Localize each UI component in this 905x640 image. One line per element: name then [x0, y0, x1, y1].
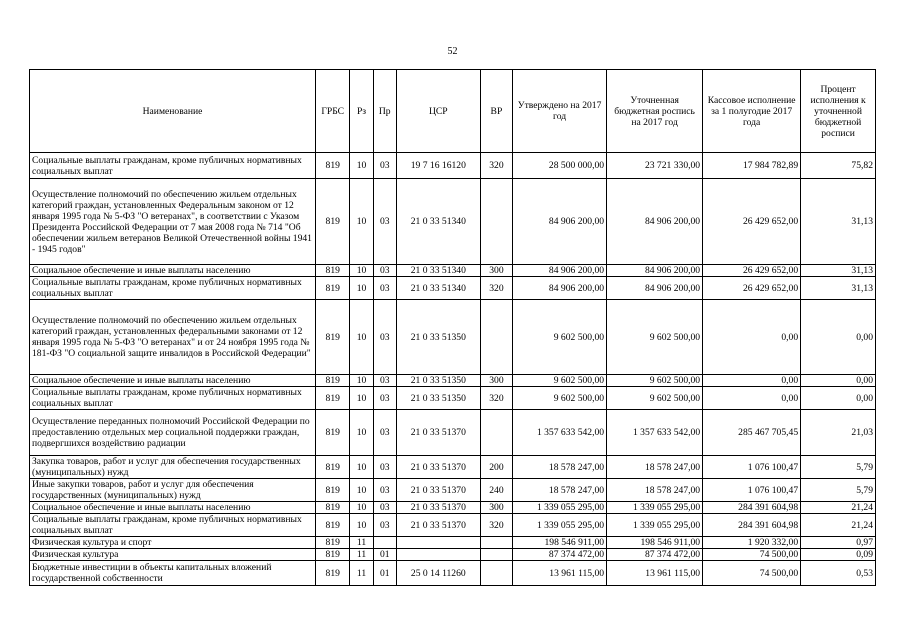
- cell-rz: 10: [350, 179, 373, 265]
- cell-percent: 0,97: [801, 537, 876, 549]
- cell-rz: 10: [350, 153, 373, 179]
- cell-pr: 03: [373, 514, 396, 537]
- cell-vr: 320: [480, 514, 512, 537]
- cell-percent: 21,03: [801, 410, 876, 456]
- cell-rz: 10: [350, 479, 373, 502]
- cell-rz: 10: [350, 456, 373, 479]
- cell-rz: 10: [350, 502, 373, 514]
- cell-csr: 25 0 14 11260: [396, 561, 480, 586]
- cell-vr: [480, 300, 512, 375]
- table-row: [30, 456, 876, 479]
- cell-percent: 0,00: [801, 300, 876, 375]
- cell-cash: 0,00: [703, 375, 801, 387]
- header-approved: Утверждено на 2017 год: [513, 70, 607, 153]
- cell-cash: 74 500,00: [703, 549, 801, 561]
- cell-grbs: 819: [316, 479, 350, 502]
- cell-rz: 10: [350, 375, 373, 387]
- cell-grbs: 819: [316, 300, 350, 375]
- cell-approved: 9 602 500,00: [513, 375, 607, 387]
- cell-vr: 300: [480, 265, 512, 277]
- cell-rz: 10: [350, 277, 373, 300]
- cell-csr: [396, 537, 480, 549]
- header-pr: Пр: [373, 70, 396, 153]
- table-row: [30, 537, 876, 549]
- cell-approved: 84 906 200,00: [513, 265, 607, 277]
- cell-refined: 1 339 055 295,00: [607, 502, 703, 514]
- table-row: [30, 153, 876, 179]
- cell-csr: 21 0 33 51340: [396, 265, 480, 277]
- table-row: [30, 514, 876, 537]
- cell-rz: 10: [350, 410, 373, 456]
- page-number: 52: [447, 46, 458, 57]
- cell-vr: [480, 537, 512, 549]
- cell-pr: 01: [373, 561, 396, 586]
- cell-cash: 1 076 100,47: [703, 456, 801, 479]
- cell-pr: 03: [373, 375, 396, 387]
- cell-grbs: 819: [316, 277, 350, 300]
- cell-approved: 84 906 200,00: [513, 277, 607, 300]
- cell-cash: 1 920 332,00: [703, 537, 801, 549]
- cell-cash: 26 429 652,00: [703, 265, 801, 277]
- cell-grbs: 819: [316, 387, 350, 410]
- cell-csr: 19 7 16 16120: [396, 153, 480, 179]
- table-row: [30, 549, 876, 561]
- cell-name: Социальные выплаты гражданам, кроме публичных нормативных социальных выплат: [30, 514, 316, 537]
- table-row: [30, 410, 876, 456]
- cell-pr: 03: [373, 153, 396, 179]
- cell-grbs: 819: [316, 153, 350, 179]
- cell-pr: 03: [373, 179, 396, 265]
- cell-csr: 21 0 33 51370: [396, 410, 480, 456]
- cell-name: Социальное обеспечение и иные выплаты населению: [30, 502, 316, 514]
- cell-rz: 10: [350, 387, 373, 410]
- cell-percent: 21,24: [801, 502, 876, 514]
- cell-vr: 320: [480, 387, 512, 410]
- cell-refined: 87 374 472,00: [607, 549, 703, 561]
- cell-approved: 1 339 055 295,00: [513, 514, 607, 537]
- table-row: [30, 179, 876, 265]
- table-row: [30, 502, 876, 514]
- table-row: [30, 277, 876, 300]
- cell-rz: 10: [350, 514, 373, 537]
- cell-pr: 01: [373, 549, 396, 561]
- cell-grbs: 819: [316, 549, 350, 561]
- cell-csr: [396, 549, 480, 561]
- cell-csr: 21 0 33 51350: [396, 300, 480, 375]
- cell-vr: 320: [480, 153, 512, 179]
- cell-percent: 0,53: [801, 561, 876, 586]
- cell-refined: 23 721 330,00: [607, 153, 703, 179]
- cell-cash: 0,00: [703, 300, 801, 375]
- header-name: Наименование: [30, 70, 316, 153]
- table-row: [30, 265, 876, 277]
- cell-csr: 21 0 33 51350: [396, 375, 480, 387]
- cell-grbs: 819: [316, 410, 350, 456]
- cell-name: Иные закупки товаров, работ и услуг для обеспечения государственных (муниципальных) нужд: [30, 479, 316, 502]
- cell-refined: 9 602 500,00: [607, 300, 703, 375]
- cell-csr: 21 0 33 51350: [396, 387, 480, 410]
- cell-refined: 18 578 247,00: [607, 456, 703, 479]
- header-row: [30, 70, 876, 153]
- header-csr: ЦСР: [396, 70, 480, 153]
- cell-pr: 03: [373, 479, 396, 502]
- cell-refined: 13 961 115,00: [607, 561, 703, 586]
- cell-refined: 84 906 200,00: [607, 179, 703, 265]
- cell-name: Социальные выплаты гражданам, кроме публичных нормативных социальных выплат: [30, 277, 316, 300]
- cell-refined: 1 339 055 295,00: [607, 514, 703, 537]
- cell-vr: 300: [480, 502, 512, 514]
- cell-cash: 26 429 652,00: [703, 277, 801, 300]
- cell-approved: 9 602 500,00: [513, 387, 607, 410]
- table-row: [30, 300, 876, 375]
- cell-grbs: 819: [316, 265, 350, 277]
- cell-pr: 03: [373, 277, 396, 300]
- cell-pr: 03: [373, 300, 396, 375]
- cell-grbs: 819: [316, 375, 350, 387]
- cell-csr: 21 0 33 51340: [396, 277, 480, 300]
- cell-name: Осуществление полномочий по обеспечению жильем отдельных категорий граждан, установленных федеральными законами от 12 января 1995 года № 5-ФЗ "О ветеранах" и от 24 ноября 1995 года № 181-ФЗ "О социальной защите инвалидов в Российской Федерации": [30, 300, 316, 375]
- cell-cash: 26 429 652,00: [703, 179, 801, 265]
- cell-cash: 284 391 604,98: [703, 514, 801, 537]
- cell-pr: 03: [373, 502, 396, 514]
- cell-cash: 1 076 100,47: [703, 479, 801, 502]
- cell-csr: 21 0 33 51370: [396, 514, 480, 537]
- cell-refined: 18 578 247,00: [607, 479, 703, 502]
- cell-cash: 0,00: [703, 387, 801, 410]
- cell-percent: 5,79: [801, 479, 876, 502]
- cell-refined: 198 546 911,00: [607, 537, 703, 549]
- table-row: [30, 479, 876, 502]
- cell-csr: 21 0 33 51370: [396, 502, 480, 514]
- table-row: [30, 561, 876, 586]
- cell-grbs: 819: [316, 179, 350, 265]
- cell-vr: 200: [480, 456, 512, 479]
- cell-name: Социальные выплаты гражданам, кроме публичных нормативных социальных выплат: [30, 153, 316, 179]
- cell-grbs: 819: [316, 561, 350, 586]
- cell-name: Социальное обеспечение и иные выплаты населению: [30, 375, 316, 387]
- cell-rz: 10: [350, 300, 373, 375]
- cell-percent: 0,00: [801, 387, 876, 410]
- cell-vr: [480, 549, 512, 561]
- cell-pr: 03: [373, 410, 396, 456]
- cell-pr: [373, 537, 396, 549]
- cell-approved: 198 546 911,00: [513, 537, 607, 549]
- cell-percent: 5,79: [801, 456, 876, 479]
- cell-percent: 31,13: [801, 179, 876, 265]
- cell-percent: 31,13: [801, 265, 876, 277]
- cell-csr: 21 0 33 51340: [396, 179, 480, 265]
- header-refined: Уточненная бюджетная роспись на 2017 год: [607, 70, 703, 153]
- cell-percent: 0,09: [801, 549, 876, 561]
- table-row: [30, 387, 876, 410]
- cell-grbs: 819: [316, 456, 350, 479]
- cell-approved: 84 906 200,00: [513, 179, 607, 265]
- cell-name: Бюджетные инвестиции в объекты капитальных вложений государственной собственности: [30, 561, 316, 586]
- cell-name: Закупка товаров, работ и услуг для обеспечения государственных (муниципальных) нужд: [30, 456, 316, 479]
- cell-grbs: 819: [316, 514, 350, 537]
- cell-approved: 18 578 247,00: [513, 456, 607, 479]
- cell-cash: 284 391 604,98: [703, 502, 801, 514]
- cell-pr: 03: [373, 265, 396, 277]
- header-grbs: ГРБС: [316, 70, 350, 153]
- cell-rz: 10: [350, 265, 373, 277]
- cell-vr: 240: [480, 479, 512, 502]
- budget-execution-table: [29, 69, 876, 586]
- cell-vr: [480, 410, 512, 456]
- cell-rz: 11: [350, 561, 373, 586]
- cell-refined: 9 602 500,00: [607, 375, 703, 387]
- cell-approved: 87 374 472,00: [513, 549, 607, 561]
- cell-name: Осуществление переданных полномочий Российской Федерации по предоставлению отдельных мер социальной поддержки граждан, подвергшихся воздействию радиации: [30, 410, 316, 456]
- cell-percent: 31,13: [801, 277, 876, 300]
- cell-pr: 03: [373, 387, 396, 410]
- cell-csr: 21 0 33 51370: [396, 456, 480, 479]
- cell-vr: 300: [480, 375, 512, 387]
- cell-vr: [480, 561, 512, 586]
- cell-refined: 9 602 500,00: [607, 387, 703, 410]
- cell-rz: 11: [350, 549, 373, 561]
- cell-percent: 75,82: [801, 153, 876, 179]
- cell-rz: 11: [350, 537, 373, 549]
- cell-csr: 21 0 33 51370: [396, 479, 480, 502]
- cell-name: Социальные выплаты гражданам, кроме публичных нормативных социальных выплат: [30, 387, 316, 410]
- cell-name: Социальное обеспечение и иные выплаты населению: [30, 265, 316, 277]
- cell-percent: 21,24: [801, 514, 876, 537]
- cell-cash: 285 467 705,45: [703, 410, 801, 456]
- cell-name: Физическая культура: [30, 549, 316, 561]
- cell-approved: 18 578 247,00: [513, 479, 607, 502]
- cell-cash: 17 984 782,89: [703, 153, 801, 179]
- cell-approved: 28 500 000,00: [513, 153, 607, 179]
- header-percent: Процент исполнения к уточненной бюджетной росписи: [801, 70, 876, 153]
- cell-pr: 03: [373, 456, 396, 479]
- cell-refined: 1 357 633 542,00: [607, 410, 703, 456]
- cell-vr: 320: [480, 277, 512, 300]
- table-row: [30, 375, 876, 387]
- cell-grbs: 819: [316, 502, 350, 514]
- cell-vr: [480, 179, 512, 265]
- cell-name: Физическая культура и спорт: [30, 537, 316, 549]
- header-rz: Рз: [350, 70, 373, 153]
- cell-approved: 1 339 055 295,00: [513, 502, 607, 514]
- header-cash: Кассовое исполнение за 1 полугодие 2017 года: [703, 70, 801, 153]
- cell-name: Осуществление полномочий по обеспечению жильем отдельных категорий граждан, установленных Федеральным законом от 12 января 1995 года № 5-ФЗ "О ветеранах", в соответствии с Указом Президента Российской Федерации от 7 мая 2008 года № 714 "Об обеспечении жильем ветеранов Великой Отечественной войны 1941 - 1945 годов": [30, 179, 316, 265]
- cell-percent: 0,00: [801, 375, 876, 387]
- header-vr: ВР: [480, 70, 512, 153]
- cell-grbs: 819: [316, 537, 350, 549]
- cell-approved: 9 602 500,00: [513, 300, 607, 375]
- cell-refined: 84 906 200,00: [607, 265, 703, 277]
- cell-approved: 1 357 633 542,00: [513, 410, 607, 456]
- cell-cash: 74 500,00: [703, 561, 801, 586]
- cell-refined: 84 906 200,00: [607, 277, 703, 300]
- cell-approved: 13 961 115,00: [513, 561, 607, 586]
